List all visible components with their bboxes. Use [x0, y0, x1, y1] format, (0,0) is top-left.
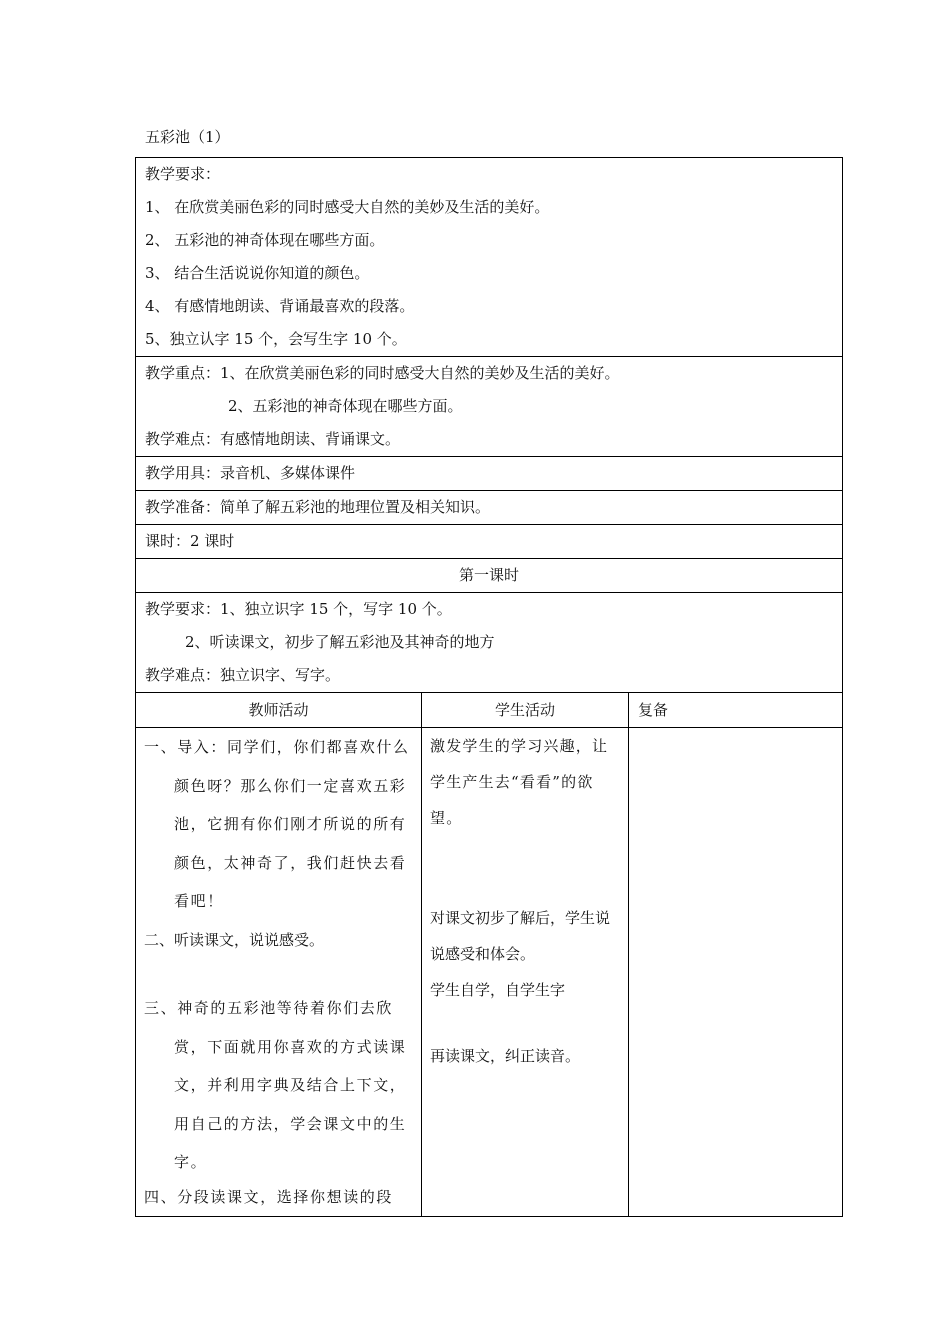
keypoint-line: 教学重点：1、在欣赏美丽色彩的同时感受大自然的美妙及生活的美好。	[145, 364, 620, 382]
requirements-row	[136, 158, 843, 357]
teacher-activity-cell	[136, 728, 422, 1217]
tools-row	[136, 457, 843, 491]
teacher-step: 二、听读课文，说说感受。	[144, 930, 325, 949]
preparation-text: 教学准备：简单了解五彩池的地理位置及相关知识。	[145, 498, 491, 516]
lesson-difficulty-line: 教学难点：独立识字、写字。	[145, 666, 341, 684]
preparation-cell	[136, 491, 843, 525]
preparation-row	[136, 491, 843, 525]
lesson-requirement-line: 教学要求：1、独立识字 15 个，写字 10 个。	[145, 600, 452, 618]
keypoints-cell	[136, 357, 843, 457]
student-step: 再读课文，纠正读音。	[430, 1047, 581, 1065]
student-activity-cell	[422, 728, 629, 1217]
requirement-item: 5、独立认字 15 个，会写生字 10 个。	[145, 330, 407, 348]
lesson-heading: 第一课时	[458, 566, 519, 584]
hours-row	[136, 525, 843, 559]
student-step: 激发学生的学习兴趣，让学生产生去“看看”的欲望。	[430, 737, 609, 827]
difficulty-line: 教学难点：有感情地朗读、背诵课文。	[145, 430, 401, 448]
document-title: 五彩池（1）	[145, 128, 230, 146]
student-step: 对课文初步了解后，学生说说感受和体会。	[430, 909, 611, 963]
lesson-requirements-cell	[136, 593, 843, 693]
activity-header-row	[136, 693, 843, 728]
lesson-heading-row	[136, 559, 843, 593]
tools-text: 教学用具：录音机、多媒体课件	[145, 464, 356, 482]
requirement-item: 4、 有感情地朗读、背诵最喜欢的段落。	[145, 297, 415, 315]
review-header: 复备	[629, 693, 843, 728]
student-step: 学生自学，自学生字	[430, 981, 566, 999]
hours-cell	[136, 525, 843, 559]
activity-body-row	[136, 728, 843, 1217]
teacher-activity-header: 教师活动	[136, 693, 422, 728]
requirements-label: 教学要求：	[145, 165, 221, 183]
lesson-requirement-line: 2、听读课文，初步了解五彩池及其神奇的地方	[185, 633, 495, 651]
requirements-cell	[136, 158, 843, 357]
student-activity-header: 学生活动	[422, 693, 629, 728]
lesson-plan-table	[135, 157, 843, 1217]
lesson-heading-cell	[136, 559, 843, 593]
requirement-item: 1、 在欣赏美丽色彩的同时感受大自然的美妙及生活的美好。	[145, 198, 550, 216]
hours-text: 课时：2 课时	[145, 532, 235, 550]
teacher-step: 四、分段读课文，选择你想读的段	[144, 1187, 394, 1206]
requirement-item: 3、 结合生活说说你知道的颜色。	[145, 264, 370, 282]
tools-cell	[136, 457, 843, 491]
keypoints-row	[136, 357, 843, 457]
teacher-step: 三、神奇的五彩池等待着你们去欣赏，下面就用你喜欢的方式读课文，并利用字典及结合上下文，用自己的方法，学会课文中的生字。	[144, 999, 407, 1171]
lesson-requirements-row	[136, 593, 843, 693]
requirement-item: 2、 五彩池的神奇体现在哪些方面。	[145, 231, 385, 249]
keypoint-line: 2、五彩池的神奇体现在哪些方面。	[228, 397, 463, 415]
review-cell	[629, 728, 843, 1217]
teacher-step: 一、导入：同学们，你们都喜欢什么颜色呀？那么你们一定喜欢五彩池，它拥有你们刚才所说的所有颜色，太神奇了，我们赶快去看看吧！	[144, 738, 410, 910]
